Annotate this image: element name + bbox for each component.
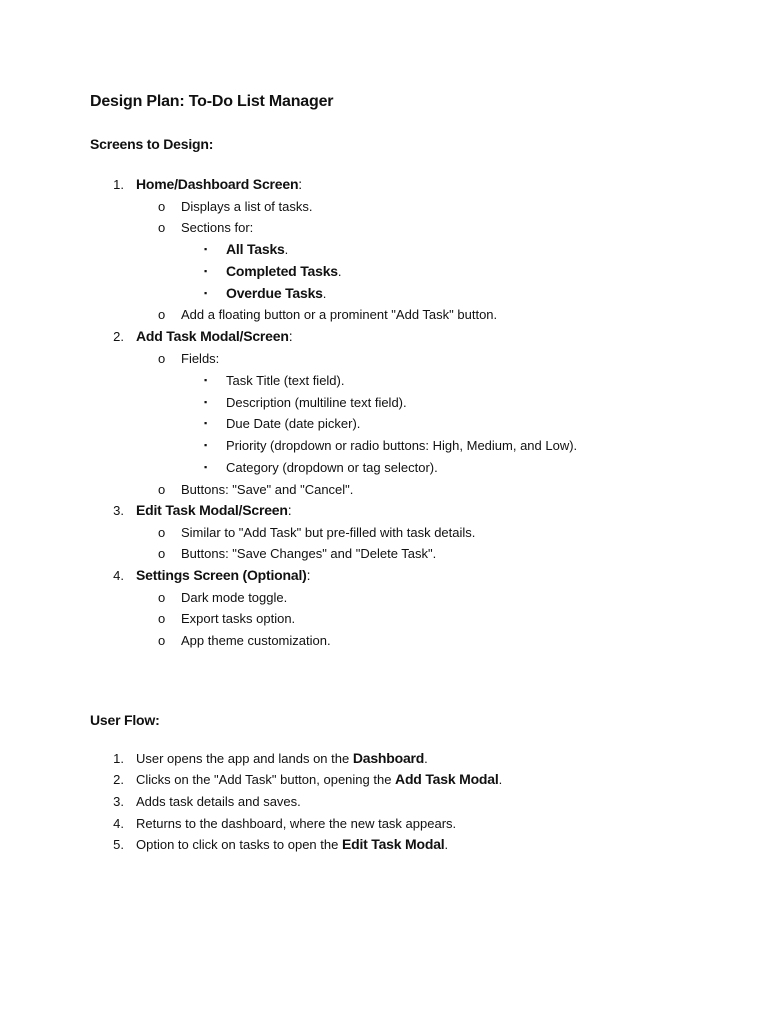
bullet-marker: o (158, 611, 166, 626)
step-end: . (444, 837, 449, 852)
list-item: Priority (dropdown or radio buttons: High, Medium, and Low). (226, 438, 578, 453)
list-item: Add a floating button or a prominent "Add Task" button. (181, 307, 498, 322)
list-item: App theme customization. (181, 633, 331, 648)
list-item (226, 263, 342, 279)
bullet-marker: o (158, 199, 166, 214)
flow-step (136, 815, 456, 831)
screen-name: Edit Task Modal/Screen (136, 502, 288, 518)
screen-name: Add Task Modal/Screen (136, 328, 289, 344)
step-text: Adds task details and saves. (136, 794, 301, 809)
bullet-marker: ▪ (204, 418, 208, 428)
screen-suffix: : (288, 328, 293, 344)
step-text: User opens the app and lands on the (136, 751, 353, 766)
list-number: 2. (113, 329, 124, 344)
bullet-marker: ▪ (204, 397, 208, 407)
bold-text: Overdue Tasks (226, 285, 323, 301)
bullet-marker: o (158, 351, 166, 366)
bullet-marker: ▪ (204, 440, 208, 450)
flow-step (136, 836, 448, 852)
bold-text: Dashboard (352, 750, 425, 766)
screen-item (136, 328, 293, 344)
list-item: Export tasks option. (181, 611, 296, 626)
screen-name: Settings Screen (Optional) (136, 567, 307, 583)
list-item: Sections for: (181, 220, 254, 235)
flow-step (136, 793, 301, 809)
bullet-marker: o (158, 633, 166, 648)
bullet-marker: o (158, 307, 166, 322)
list-number: 3. (113, 503, 124, 518)
list-item: Buttons: "Save" and "Cancel". (181, 482, 354, 497)
screen-name: Home/Dashboard Screen (136, 176, 299, 192)
bold-text: Add Task Modal (395, 771, 499, 787)
page-title: Design Plan: To-Do List Manager (90, 93, 334, 110)
item-suffix: . (322, 286, 327, 301)
screen-suffix: : (287, 502, 292, 518)
bold-text: Edit Task Modal (341, 836, 445, 852)
bullet-marker: ▪ (204, 266, 208, 276)
list-item (226, 285, 326, 301)
list-item: Similar to "Add Task" but pre-filled with task details. (181, 525, 476, 540)
screen-item (136, 567, 311, 583)
list-number: 1. (113, 751, 124, 766)
list-number: 3. (113, 794, 124, 809)
screens-heading: Screens to Design: (90, 136, 214, 152)
flow-step (136, 750, 428, 766)
item-suffix: . (284, 242, 289, 257)
list-number: 4. (113, 568, 124, 583)
item-suffix: . (337, 264, 342, 279)
bullet-marker: o (158, 525, 166, 540)
list-item: Category (dropdown or tag selector). (226, 460, 438, 475)
bullet-marker: ▪ (204, 462, 208, 472)
bullet-marker: o (158, 546, 166, 561)
list-number: 5. (113, 837, 124, 852)
step-end: . (498, 772, 503, 787)
list-item: Buttons: "Save Changes" and "Delete Task". (181, 546, 437, 561)
bullet-marker: ▪ (204, 244, 208, 254)
list-item: Description (multiline text field). (226, 395, 407, 410)
step-text: Clicks on the "Add Task" button, opening the (136, 772, 396, 787)
bullet-marker: o (158, 590, 166, 605)
bold-text: All Tasks (226, 241, 285, 257)
step-text: Returns to the dashboard, where the new task appears. (136, 816, 457, 831)
flow-heading: User Flow: (90, 712, 160, 728)
list-number: 4. (113, 816, 124, 831)
bullet-marker: o (158, 220, 166, 235)
screen-item (136, 176, 302, 192)
list-item: Task Title (text field). (226, 373, 345, 388)
bullet-marker: o (158, 482, 166, 497)
flow-step (136, 771, 502, 787)
step-end: . (424, 751, 428, 766)
screen-item (136, 502, 292, 518)
step-text: Option to click on tasks to open the (136, 837, 342, 852)
screen-suffix: : (298, 176, 303, 192)
list-number: 2. (113, 772, 124, 787)
list-number: 1. (113, 177, 124, 192)
list-item: Due Date (date picker). (226, 416, 361, 431)
list-item: Fields: (181, 351, 220, 366)
list-item: Displays a list of tasks. (181, 199, 313, 214)
screen-suffix: : (306, 567, 311, 583)
bold-text: Completed Tasks (226, 263, 338, 279)
list-item: Dark mode toggle. (181, 590, 288, 605)
bullet-marker: ▪ (204, 375, 208, 385)
bullet-marker: ▪ (204, 288, 208, 298)
list-item (226, 241, 288, 257)
